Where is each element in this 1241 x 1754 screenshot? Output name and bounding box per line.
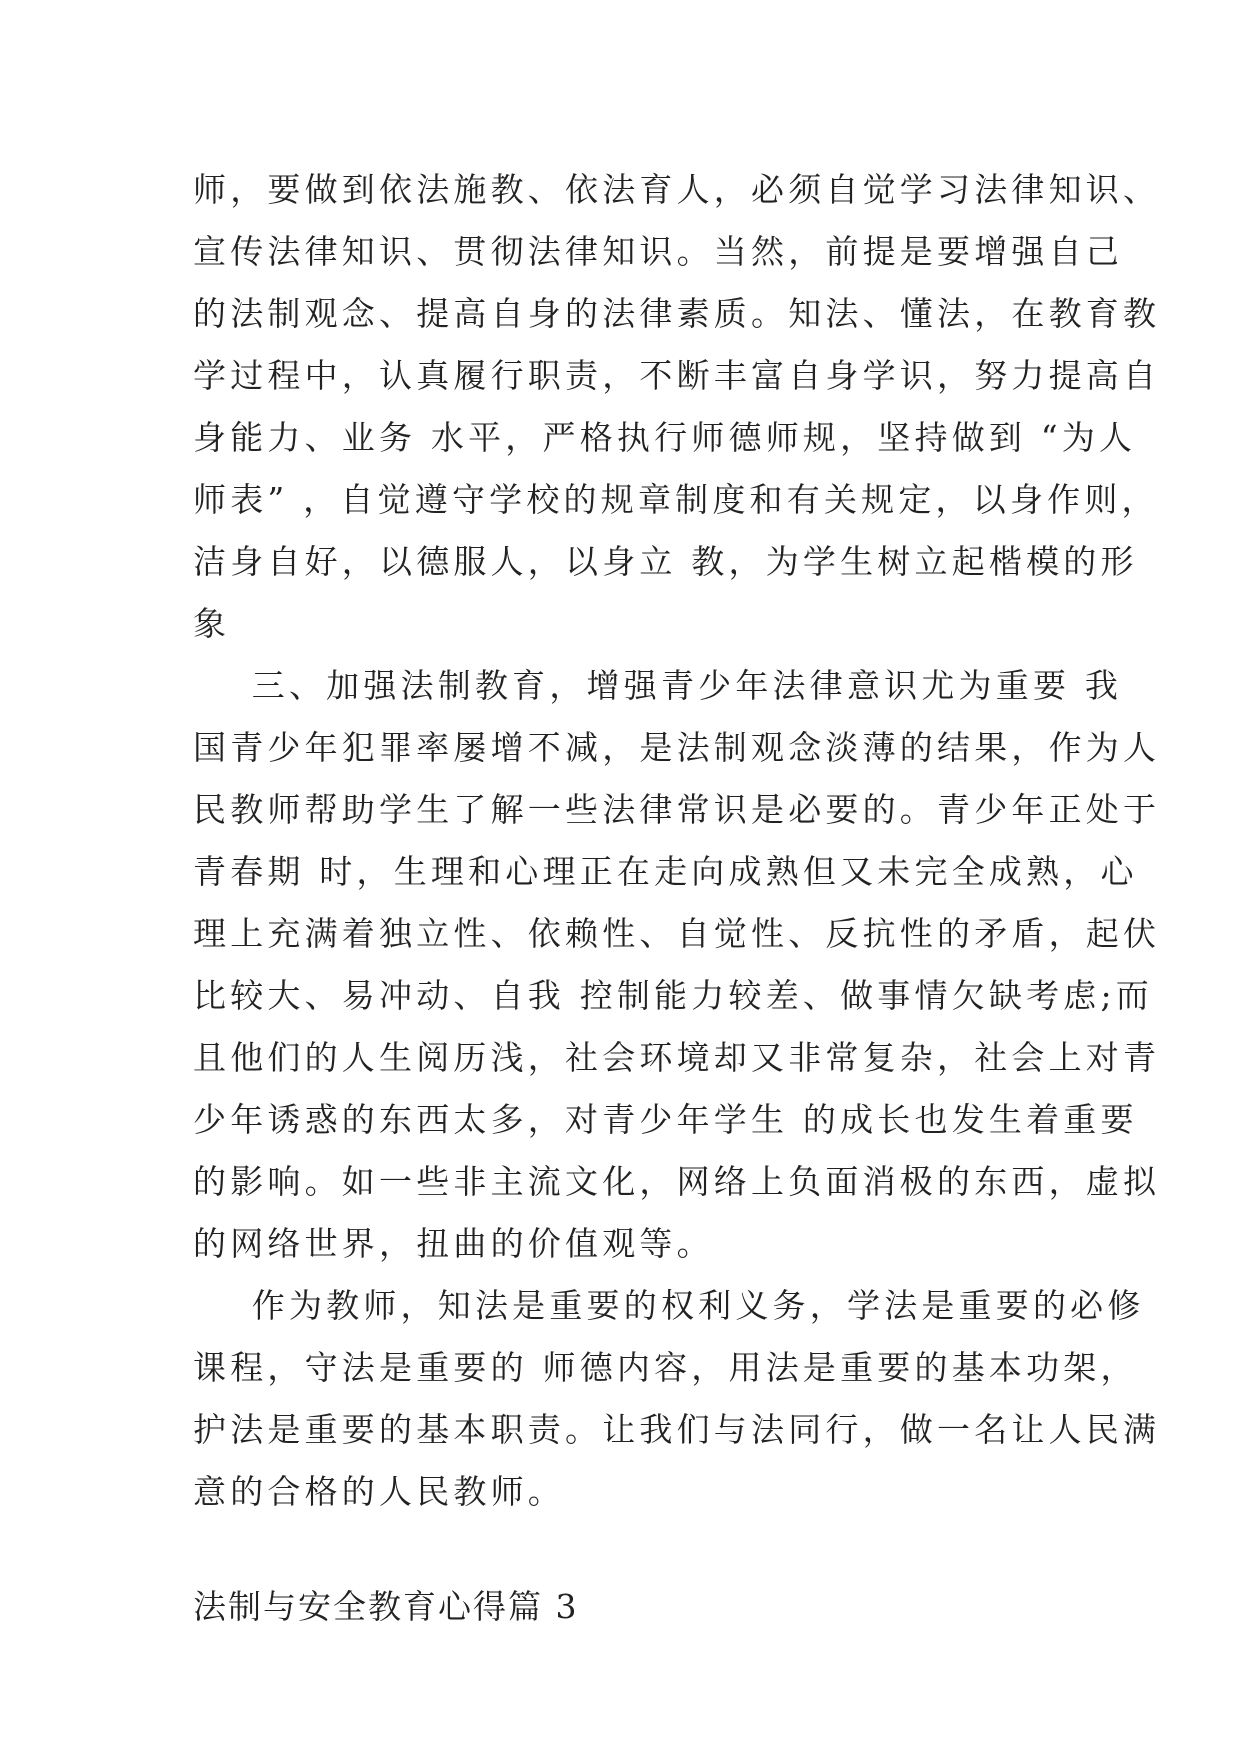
paragraph-2-line: 理上充满着独立性、依赖性、自觉性、反抗性的矛盾，起伏 xyxy=(193,914,1161,953)
paragraph-2-line: 且他们的人生阅历浅，社会环境却又非常复杂，社会上对青 xyxy=(193,1038,1161,1077)
paragraph-1-line: 身能力、业务 水平，严格执行师德师规，坚持做到 “为人 xyxy=(193,418,1137,457)
paragraph-2-line: 国青少年犯罪率屡增不减，是法制观念淡薄的结果，作为人 xyxy=(193,728,1161,767)
paragraph-2-line: 的影响。如一些非主流文化，网络上负面消极的东西，虚拟 xyxy=(193,1162,1161,1201)
paragraph-1-line: 宣传法律知识、贯彻法律知识。当然，前提是要增强自己 xyxy=(193,232,1123,271)
paragraph-1-line: 象 xyxy=(193,604,231,643)
paragraph-3-line: 护法是重要的基本职责。让我们与法同行，做一名让人民满 xyxy=(193,1410,1161,1449)
paragraph-2-line: 民教师帮助学生了解一些法律常识是必要的。青少年正处于 xyxy=(193,790,1161,829)
section-heading: 法制与安全教育心得篇 3 xyxy=(193,1587,579,1626)
paragraph-1-line: 的法制观念、提高自身的法律素质。知法、懂法，在教育教 xyxy=(193,294,1161,333)
paragraph-2-line: 比较大、易冲动、自我 控制能力较差、做事情欠缺考虑;而 xyxy=(193,976,1154,1015)
paragraph-3-line: 作为教师，知法是重要的权利义务，学法是重要的必修 xyxy=(193,1286,1145,1325)
paragraph-3-line: 意的合格的人民教师。 xyxy=(193,1472,565,1511)
paragraph-1-line: 师表” ，自觉遵守学校的规章制度和有关规定，以身作则， xyxy=(193,480,1159,519)
paragraph-1-line: 学过程中，认真履行职责，不断丰富自身学识，努力提高自 xyxy=(193,356,1161,395)
paragraph-2-line: 青春期 时，生理和心理正在走向成熟但又未完全成熟，心 xyxy=(193,852,1138,891)
paragraph-2-line: 三、加强法制教育，增强青少年法律意识尤为重要 我 xyxy=(193,666,1123,705)
paragraph-1-line: 师，要做到依法施教、依法育人，必须自觉学习法律知识、 xyxy=(193,170,1161,209)
paragraph-1-line: 洁身自好，以德服人，以身立 教，为学生树立起楷模的形 xyxy=(193,542,1138,581)
paragraph-2-line: 少年诱惑的东西太多，对青少年学生 的成长也发生着重要 xyxy=(193,1100,1138,1139)
paragraph-2-line: 的网络世界，扭曲的价值观等。 xyxy=(193,1224,714,1263)
paragraph-3-line: 课程，守法是重要的 师德内容，用法是重要的基本功架， xyxy=(193,1348,1138,1387)
